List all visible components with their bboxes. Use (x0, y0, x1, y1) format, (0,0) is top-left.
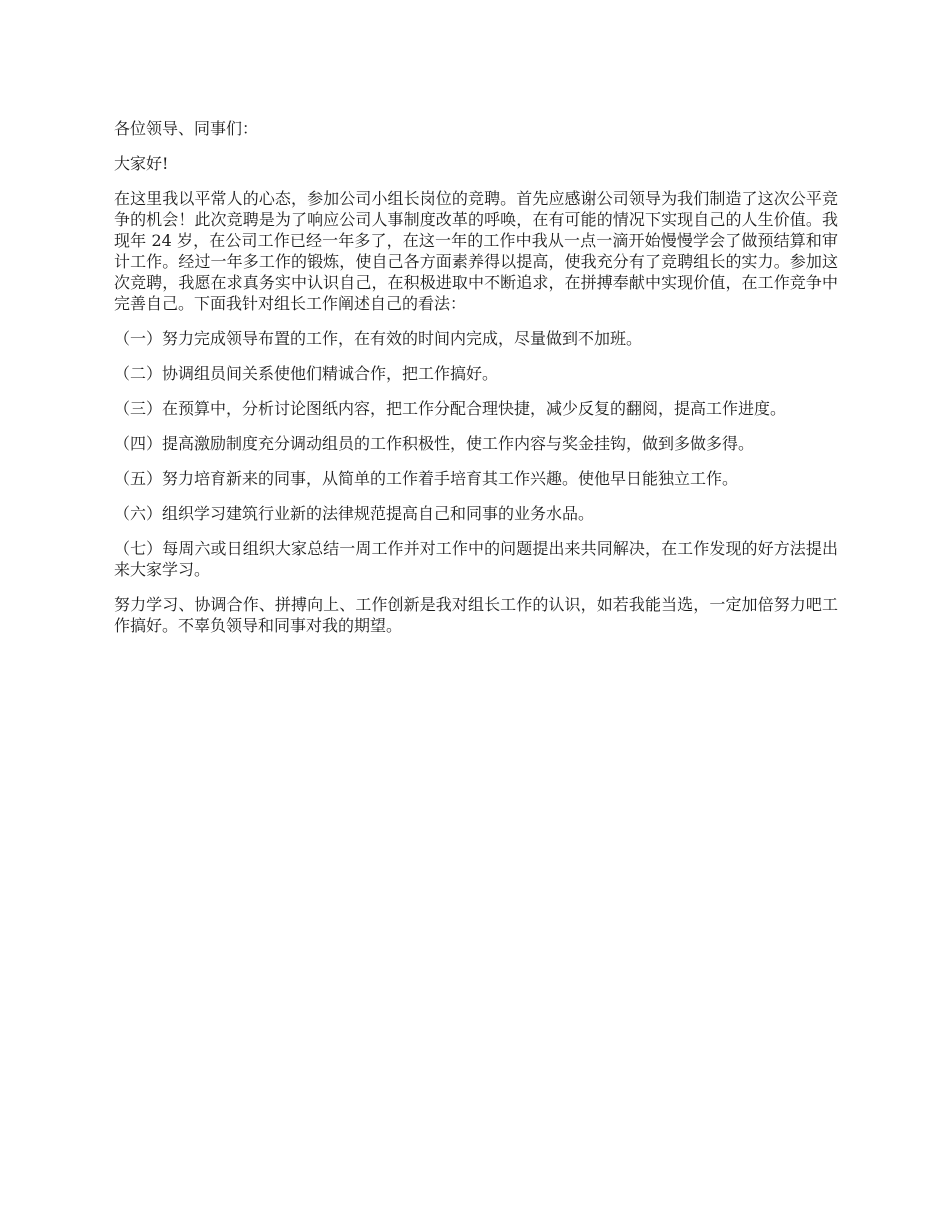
list-item: （七）每周六或日组织大家总结一周工作并对工作中的问题提出来共同解决，在工作发现的好方法提出来大家学习。 (114, 539, 838, 579)
document-page (114, 118, 838, 650)
closing-paragraph: 努力学习、协调合作、拼搏向上、工作创新是我对组长工作的认识，如若我能当选，一定加倍努力吧工作搞好。不辜负领导和同事对我的期望。 (114, 595, 838, 635)
list-item: （三）在预算中，分析讨论图纸内容，把工作分配合理快捷，减少反复的翻阅，提高工作进度。 (114, 399, 787, 418)
list-item: （四）提高激励制度充分调动组员的工作积极性，使工作内容与奖金挂钩，做到多做多得。 (114, 434, 755, 453)
list-item: （六）组织学习建筑行业新的法律规范提高自己和同事的业务水品。 (114, 504, 595, 523)
list-item: （五）努力培育新来的同事，从简单的工作着手培育其工作兴趣。使他早日能独立工作。 (114, 469, 739, 488)
list-item: （二）协调组员间关系使他们精诚合作，把工作搞好。 (114, 364, 499, 383)
greeting: 大家好! (114, 154, 169, 173)
list-item: （一）努力完成领导布置的工作，在有效的时间内完成，尽量做到不加班。 (114, 329, 643, 348)
salutation: 各位领导、同事们： (114, 119, 259, 138)
intro-paragraph: 在这里我以平常人的心态，参加公司小组长岗位的竞聘。首先应感谢公司领导为我们制造了这次公平竞争的机会！此次竞聘是为了响应公司人事制度改革的呼唤，在有可能的情况下实现自己的人生价值。我现年 24 岁，在公司工作已经一年多了，在这一年的工作中我从一点一滴开始慢慢学会了做预结算和审计工作。经过一年多工作的锻炼，使自己各方面素养得以提高，使我充分有了竞聘组长的实力。参加这次竞聘，我愿在求真务实中认识自己，在积极进取中不断追求，在拼搏奉献中实现价值，在工作竞争中完善自己。下面我针对组长工作阐述自己的看法： (114, 189, 838, 313)
